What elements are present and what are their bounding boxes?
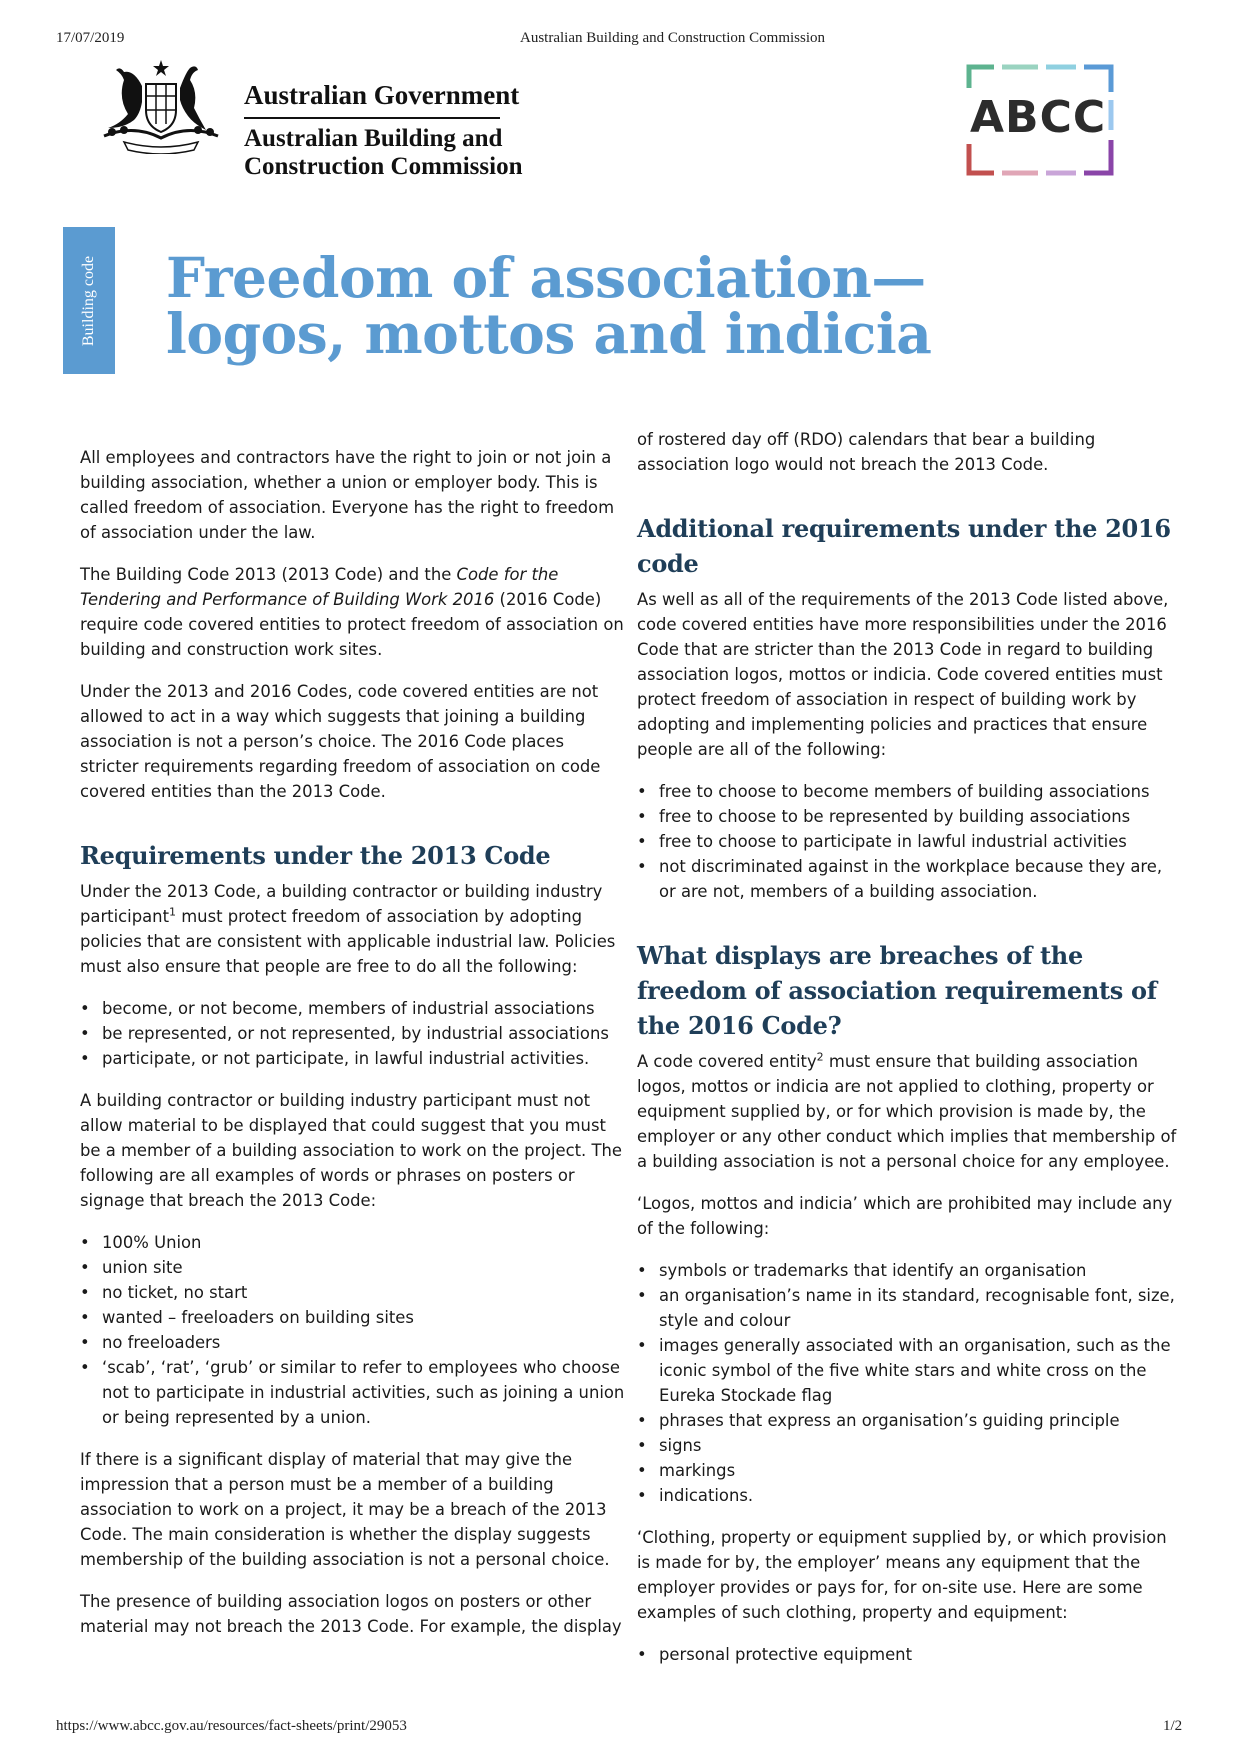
equipment-examples-list [637,1642,1182,1667]
additional-requirements-paragraph: As well as all of the requirements of the 2013 Code listed above, code covered entities have more responsibilities under the 2016 Code that are stricter than the 2013 Code in regard to building association logos, mottos or indicia. Code covered entities must protect freedom of association in respect of building work by adopting and implementing policies and practices that ensure people are all of the following: [637,590,1169,759]
requirements-text-b: must protect freedom of association by adopting policies that are consistent with applicable industrial law. Policies must also ensure that people are free to do all the following: [80,907,616,976]
abcc-logo [966,64,1116,176]
page-number: 1/2 [1163,1718,1183,1734]
print-site-title: Australian Building and Construction Commission [520,30,825,46]
display-paragraph: A building contractor or building industry participant must not allow material to be displayed that could suggest that you must be a member of a building association to work on the project. The following are all examples of words or phrases on posters or signage that breach the 2013 Code: [80,1091,622,1210]
page-title: Freedom of association— logos, mottos and indicia [166,245,932,366]
intro-paragraph: All employees and contractors have the right to join or not join a building association, whether a union or employer body. This is called freedom of association. Everyone has the right to freedom of association under the law. [80,448,615,542]
list-item: • participate, or not participate, in lawful industrial activities. [102,1046,625,1071]
code-covered-entity-paragraph [637,1049,1182,1174]
prohibited-list [637,1258,1182,1508]
heading-2013-requirements: Requirements under the 2013 Code [80,841,551,870]
list-item: • free to choose to be represented by building associations [659,804,1182,829]
list-item: • no ticket, no start [102,1280,625,1305]
list-item: • be represented, or not represented, by industrial associations [102,1021,625,1046]
left-column [80,445,625,1656]
freedoms-list [80,996,625,1071]
list-item: • not discriminated against in the workplace because they are, or are not, members of a building association. [659,854,1182,904]
list-item: • become, or not become, members of industrial associations [102,996,625,1021]
requirements-paragraph [80,879,625,979]
codes-paragraph-text-a: The Building Code 2013 (2013 Code) and the [80,565,457,584]
list-item: • signs [659,1433,1182,1458]
list-item: • wanted – freeloaders on building sites [102,1305,625,1330]
gov-logo-line2: Australian Building and Construction Commission [244,125,523,180]
entity-text-a: A code covered entity [637,1052,817,1071]
significant-display-paragraph: If there is a significant display of material that may give the impression that a person must be a member of a building association to work on a project, it may be a breach of the 2013 Code. The main consideration is whether the display suggests membership of the building association is not a personal choice. [80,1450,610,1569]
list-item: • free to choose to become members of building associations [659,779,1182,804]
list-item: • phrases that express an organisation’s guiding principle [659,1408,1182,1433]
abcc-logo-text: ABCC [970,92,1107,143]
list-item: • no freeloaders [102,1330,625,1355]
requirements-text-a: Under the 2013 Code, a building contractor or building industry participant [80,882,603,926]
list-item: • markings [659,1458,1182,1483]
stricter-paragraph: Under the 2013 and 2016 Codes, code covered entities are not allowed to act in a way which suggests that joining a building association is not a person’s choice. The 2016 Code places stricter requirements regarding freedom of association on code covered entities than the 2013 Code. [80,682,601,801]
list-item: • an organisation’s name in its standard, recognisable font, size, style and colour [659,1283,1182,1333]
gov-logo-line1: Australian Government [244,80,520,110]
rdo-paragraph: of rostered day off (RDO) calendars that bear a building association logo would not breach the 2013 Code. [637,430,1096,474]
list-item: • images generally associated with an organisation, such as the iconic symbol of the five white stars and white cross on the Eureka Stockade flag [659,1333,1182,1408]
logos-posters-paragraph: The presence of building association logos on posters or other material may not breach the 2013 Code. For example, the display [80,1592,622,1636]
australian-government-logo [94,58,526,188]
list-item: • union site [102,1255,625,1280]
heading-2016-requirements: Additional requirements under the 2016 code [637,514,1171,578]
heading-breach-displays: What displays are breaches of the freedom of association requirements of the 2016 Code? [637,941,1157,1040]
gov-logo-divider [244,117,500,119]
list-item: • ‘scab’, ‘rat’, ‘grub’ or similar to refer to employees who choose not to participate in industrial activities, such as joining a union or being represented by a union. [102,1355,625,1430]
list-item: • 100% Union [102,1230,625,1255]
building-code-tab-label: Building code [80,255,97,346]
print-url[interactable]: https://www.abcc.gov.au/resources/fact-sheets/print/29053 [56,1718,407,1734]
code-title-italic: Code for the Tendering and Performance of Building Work 2016 [80,565,559,609]
building-code-tab [63,227,115,374]
breach-examples-list [80,1230,625,1430]
entity-text-b: must ensure that building association logos, mottos or indicia are not applied to clothing, property or equipment supplied by, or for which provision is made by, the employer or any other conduct which implies that membership of a building association is not a personal choice for any employee. [637,1052,1177,1171]
clothing-definition-paragraph: ‘Clothing, property or equipment supplied by, or which provision is made for by, the employer’ means any equipment that the employer provides or pays for, for on-site use. Here are some examples of such clothing, property and equipment: [637,1528,1167,1622]
list-item: • symbols or trademarks that identify an organisation [659,1258,1182,1283]
footnote-ref-1: 1 [169,905,176,919]
print-date: 17/07/2019 [56,30,125,46]
codes-paragraph [80,562,625,662]
free-to-choose-list [637,779,1182,904]
prohibited-intro-paragraph: ‘Logos, mottos and indicia’ which are prohibited may include any of the following: [637,1194,1173,1238]
footnote-ref-2: 2 [816,1050,824,1064]
list-item: • free to choose to participate in lawful industrial activities [659,829,1182,854]
coat-of-arms-icon [94,58,228,154]
codes-paragraph-text-b: (2016 Code) require code covered entities to protect freedom of association on building and construction work sites. [80,590,624,659]
list-item: • indications. [659,1483,1182,1508]
right-column [637,427,1182,1684]
list-item: • personal protective equipment [659,1642,1182,1667]
